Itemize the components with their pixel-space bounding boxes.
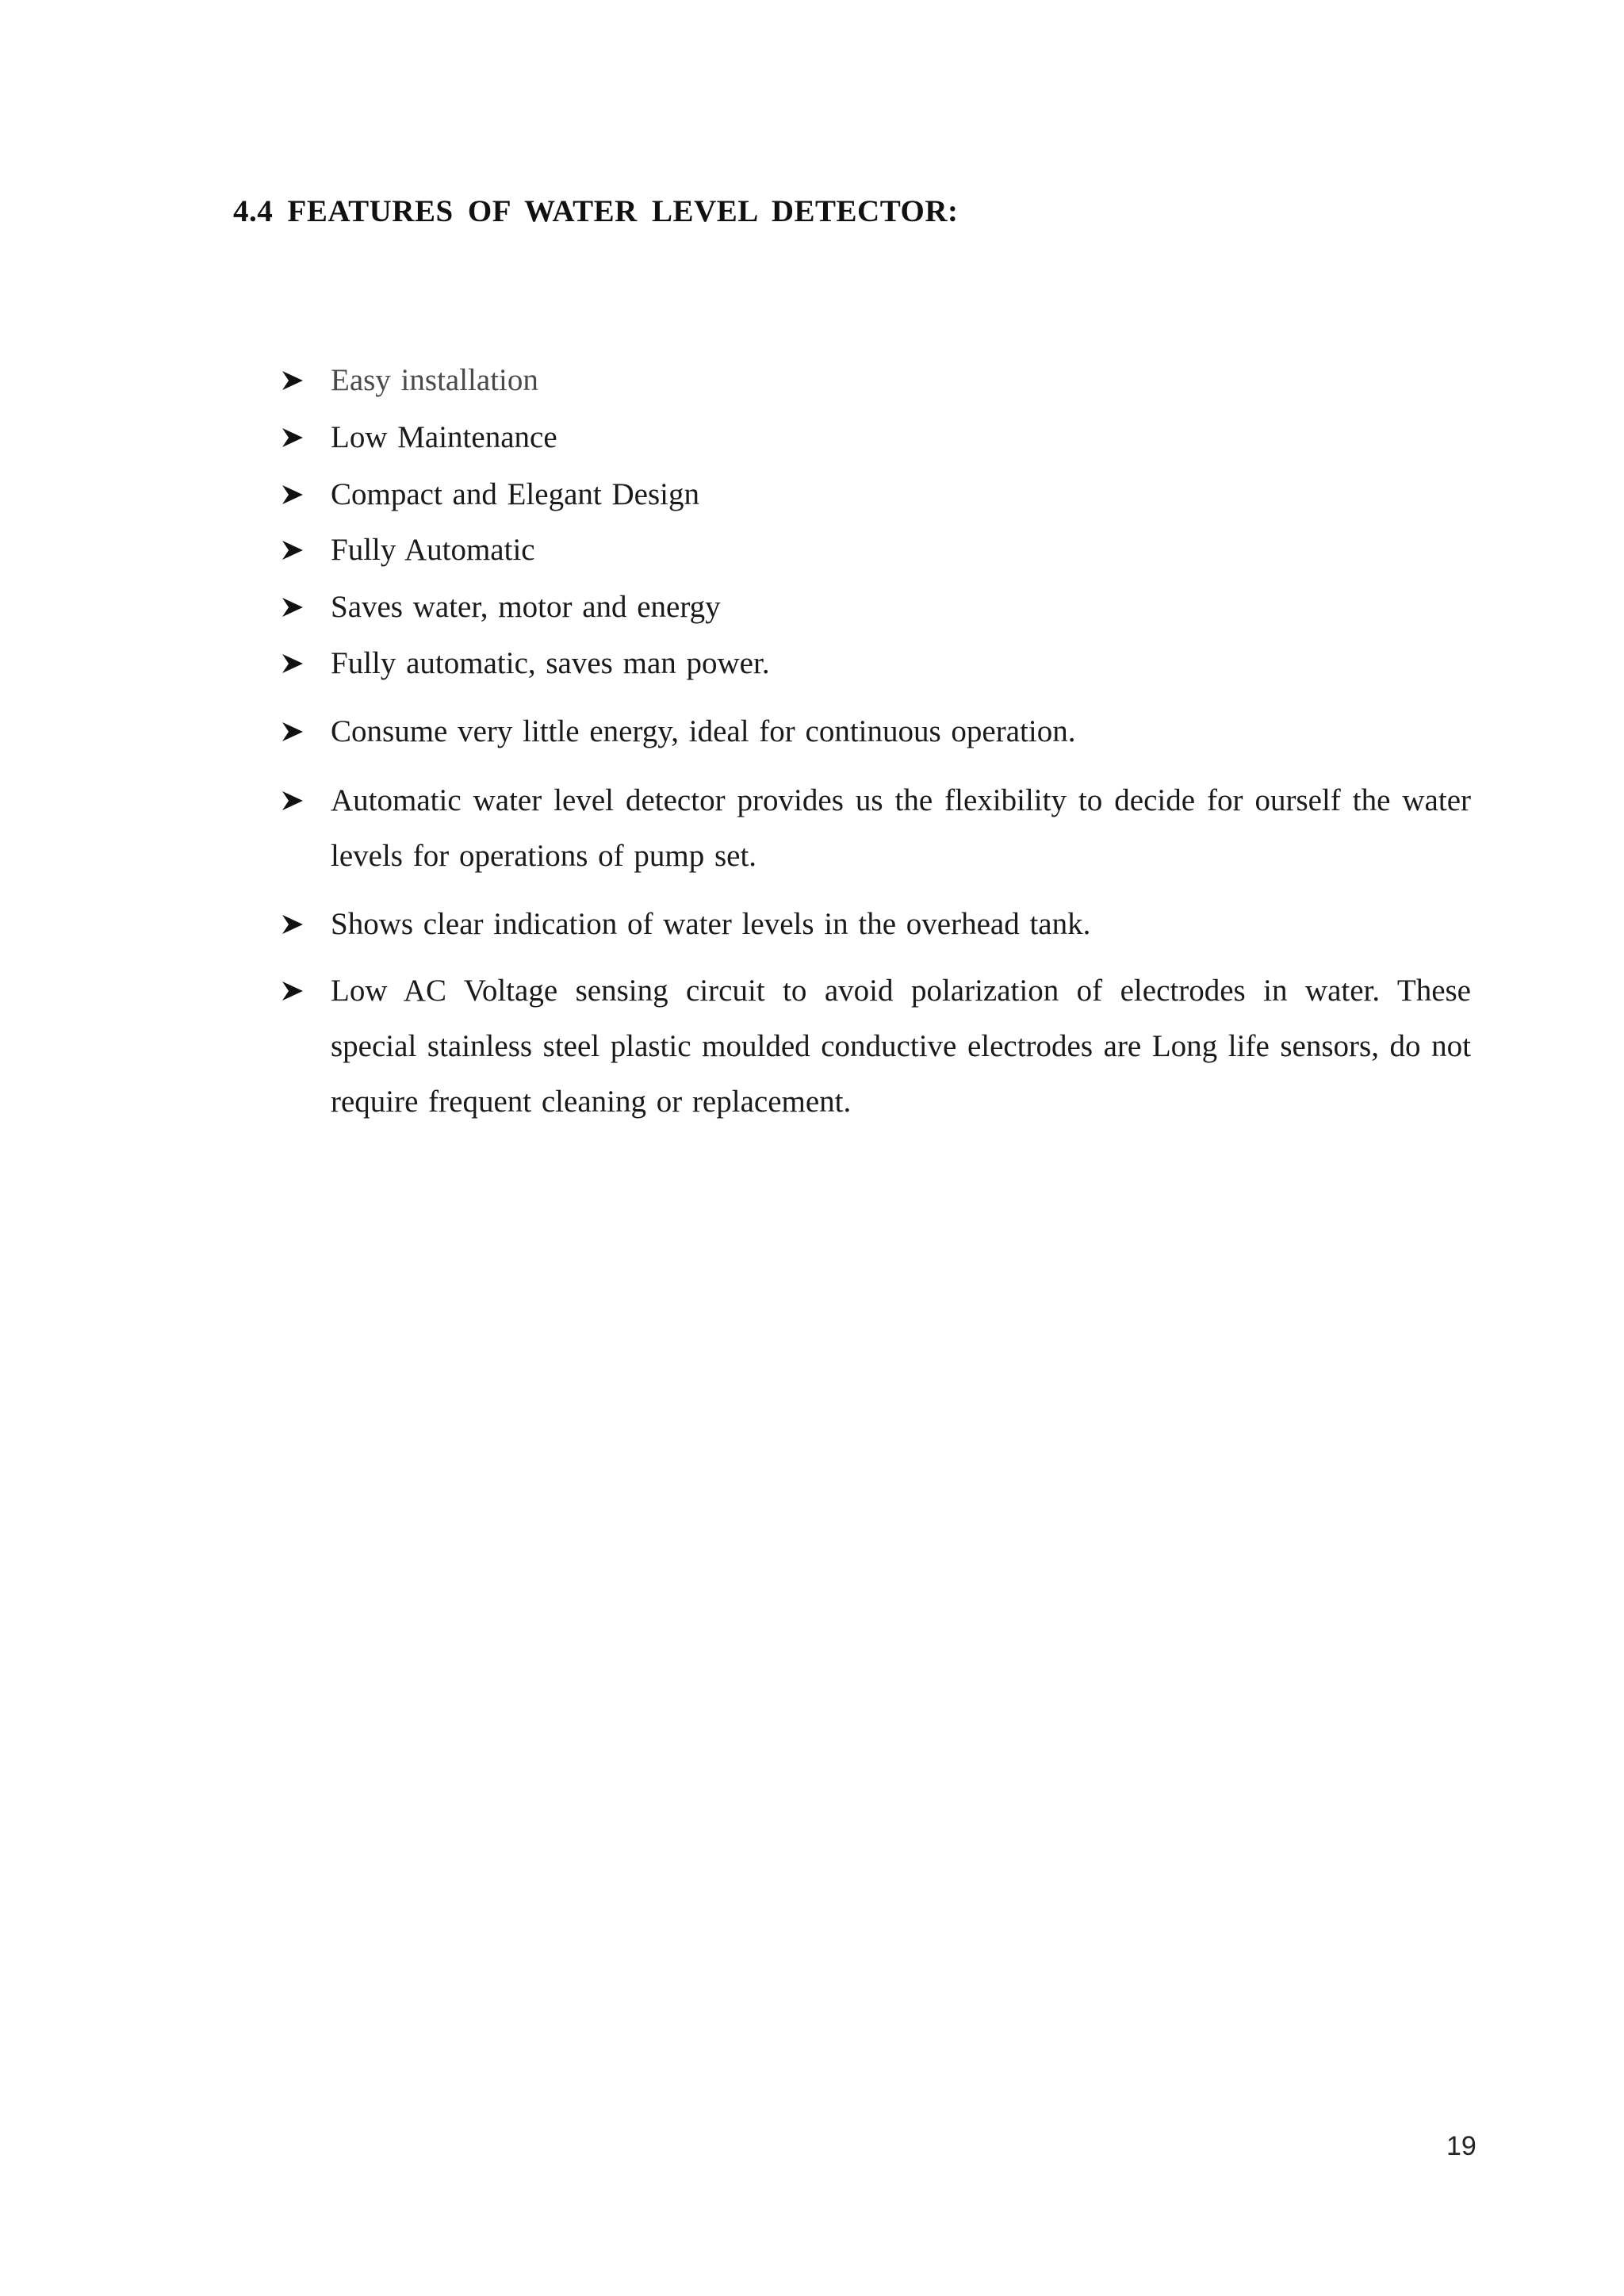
arrowhead-bullet-icon — [282, 773, 321, 828]
list-item — [282, 467, 1471, 522]
list-item — [282, 636, 1471, 691]
list-item — [282, 897, 1471, 952]
arrowhead-bullet-icon — [282, 467, 321, 522]
list-item-text: Compact and Elegant Design — [331, 477, 699, 511]
list-item-text: Low AC Voltage sensing circuit to avoid polarization of electrodes in water. These special stainless steel plastic moulded conductive electrodes are Long life sensors, do not require frequent cleaning or replacement. — [331, 974, 1471, 1119]
list-item — [282, 410, 1471, 465]
section-heading: 4.4 FEATURES OF WATER LEVEL DETECTOR: — [233, 194, 959, 228]
list-item — [282, 773, 1471, 884]
list-item — [282, 963, 1471, 1130]
list-item — [282, 704, 1471, 760]
arrowhead-bullet-icon — [282, 636, 321, 691]
arrowhead-bullet-icon — [282, 963, 321, 1019]
list-item-text: Fully automatic, saves man power. — [331, 646, 770, 680]
page-number: 19 — [1446, 2131, 1477, 2161]
arrowhead-bullet-icon — [282, 704, 321, 760]
list-item-text: Consume very little energy, ideal for continuous operation. — [331, 714, 1076, 748]
list-item — [282, 522, 1471, 578]
list-item-text: Automatic water level detector provides us the flexibility to decide for ourself the water levels for operations of pump set. — [331, 783, 1471, 873]
arrowhead-bullet-icon — [282, 580, 321, 635]
arrowhead-bullet-icon — [282, 897, 321, 952]
arrowhead-bullet-icon — [282, 522, 321, 578]
list-item-text: Easy installation — [331, 363, 538, 397]
list-item — [282, 580, 1471, 635]
list-item-text: Saves water, motor and energy — [331, 590, 721, 624]
list-item-text: Shows clear indication of water levels in the overhead tank. — [331, 907, 1091, 941]
arrowhead-bullet-icon — [282, 353, 321, 408]
arrowhead-bullet-icon — [282, 410, 321, 465]
list-item-text: Fully Automatic — [331, 533, 535, 567]
list-item-text: Low Maintenance — [331, 420, 557, 454]
list-item — [282, 353, 1471, 408]
